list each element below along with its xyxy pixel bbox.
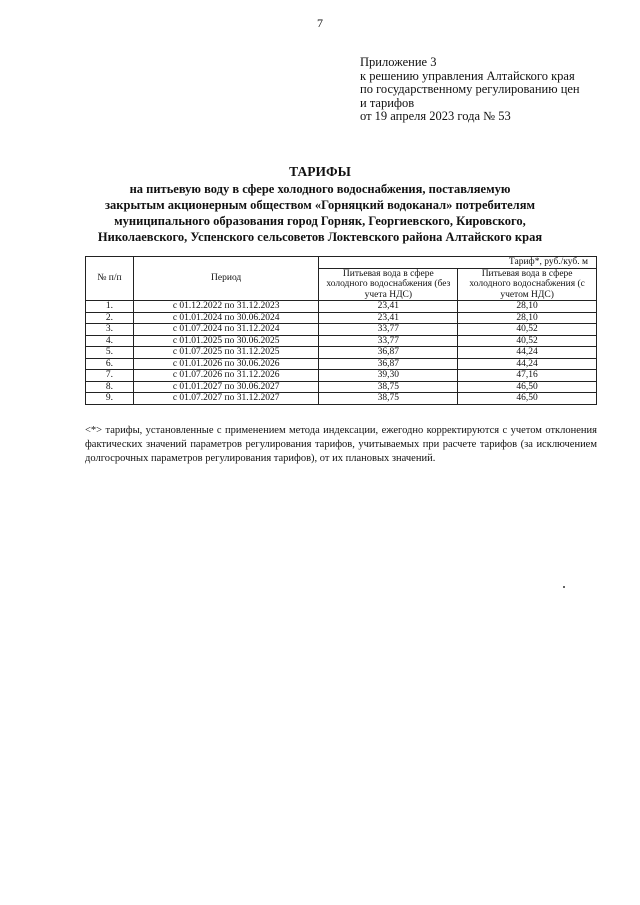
cell-period: с 01.01.2025 по 30.06.2025 — [133, 335, 319, 347]
header-tariff: Тариф*, руб./куб. м — [319, 257, 597, 269]
cell-period: с 01.07.2027 по 31.12.2027 — [133, 393, 319, 405]
tariff-table — [85, 256, 597, 405]
cell-no-vat: 38,75 — [319, 393, 458, 405]
appendix-line: Приложение 3 — [360, 55, 437, 69]
scan-speck — [563, 586, 565, 588]
footnote: <*> тарифы, установленные с применением метода индексации, ежегодно корректируются с учетом отклонения фактических значений параметров регулирования тарифов, учитываемых при расчете тарифов (за исключением долгосрочных параметров регулирования тарифов), от их плановых значений. — [85, 425, 597, 464]
appendix-block — [360, 56, 580, 124]
cell-number: 7. — [86, 370, 134, 382]
page-number: 7 — [317, 16, 323, 30]
table-row — [86, 370, 597, 382]
header-period: Период — [133, 257, 319, 301]
table-row — [86, 335, 597, 347]
cell-number: 4. — [86, 335, 134, 347]
appendix-line: и тарифов — [360, 95, 415, 110]
cell-number: 2. — [86, 312, 134, 324]
subtitle-line: Николаевского, Успенского сельсоветов Локтевского района Алтайского края — [97, 230, 543, 244]
cell-no-vat: 33,77 — [319, 324, 458, 336]
cell-with-vat: 47,16 — [458, 370, 597, 382]
cell-period: с 01.01.2027 по 30.06.2027 — [133, 381, 319, 393]
table-row — [86, 358, 597, 370]
header-number: № п/п — [86, 257, 134, 301]
header-no-vat: Питьевая вода в сфере холодного водоснабжения (без учета НДС) — [319, 268, 458, 301]
cell-period: с 01.01.2024 по 30.06.2024 — [133, 312, 319, 324]
table-row — [86, 393, 597, 405]
cell-no-vat: 36,87 — [319, 358, 458, 370]
cell-with-vat: 40,52 — [458, 324, 597, 336]
cell-no-vat: 23,41 — [319, 301, 458, 313]
cell-no-vat: 23,41 — [319, 312, 458, 324]
cell-number: 1. — [86, 301, 134, 313]
subtitle-line: на питьевую воду в сфере холодного водоснабжения, поставляемую — [129, 182, 511, 196]
cell-with-vat: 46,50 — [458, 381, 597, 393]
cell-period: с 01.01.2026 по 30.06.2026 — [133, 358, 319, 370]
table-row — [86, 301, 597, 313]
table-row — [86, 324, 597, 336]
cell-no-vat: 36,87 — [319, 347, 458, 359]
cell-no-vat: 38,75 — [319, 381, 458, 393]
document-title: ТАРИФЫ — [289, 164, 351, 179]
subtitle-line: закрытым акционерным обществом «Горняцкий водоканал» потребителям — [105, 198, 535, 212]
cell-with-vat: 40,52 — [458, 335, 597, 347]
cell-period: с 01.07.2025 по 31.12.2025 — [133, 347, 319, 359]
cell-no-vat: 33,77 — [319, 335, 458, 347]
document-subtitle — [0, 181, 640, 245]
appendix-line: от 19 апреля 2023 года № 53 — [360, 109, 511, 123]
cell-with-vat: 46,50 — [458, 393, 597, 405]
cell-number: 5. — [86, 347, 134, 359]
cell-number: 9. — [86, 393, 134, 405]
cell-number: 3. — [86, 324, 134, 336]
cell-with-vat: 28,10 — [458, 301, 597, 313]
cell-with-vat: 44,24 — [458, 358, 597, 370]
header-with-vat: Питьевая вода в сфере холодного водоснабжения (с учетом НДС) — [458, 268, 597, 301]
cell-number: 8. — [86, 381, 134, 393]
cell-with-vat: 28,10 — [458, 312, 597, 324]
appendix-line: к решению управления Алтайского края — [360, 68, 575, 83]
cell-period: с 01.07.2026 по 31.12.2026 — [133, 370, 319, 382]
subtitle-line: муниципального образования город Горняк, Георгиевского, Кировского, — [114, 214, 526, 228]
table-row — [86, 347, 597, 359]
table-row — [86, 381, 597, 393]
cell-period: с 01.07.2024 по 31.12.2024 — [133, 324, 319, 336]
cell-no-vat: 39,30 — [319, 370, 458, 382]
cell-number: 6. — [86, 358, 134, 370]
cell-with-vat: 44,24 — [458, 347, 597, 359]
appendix-line: по государственному регулированию цен — [360, 82, 580, 96]
table-row — [86, 312, 597, 324]
cell-period: с 01.12.2022 по 31.12.2023 — [133, 301, 319, 313]
